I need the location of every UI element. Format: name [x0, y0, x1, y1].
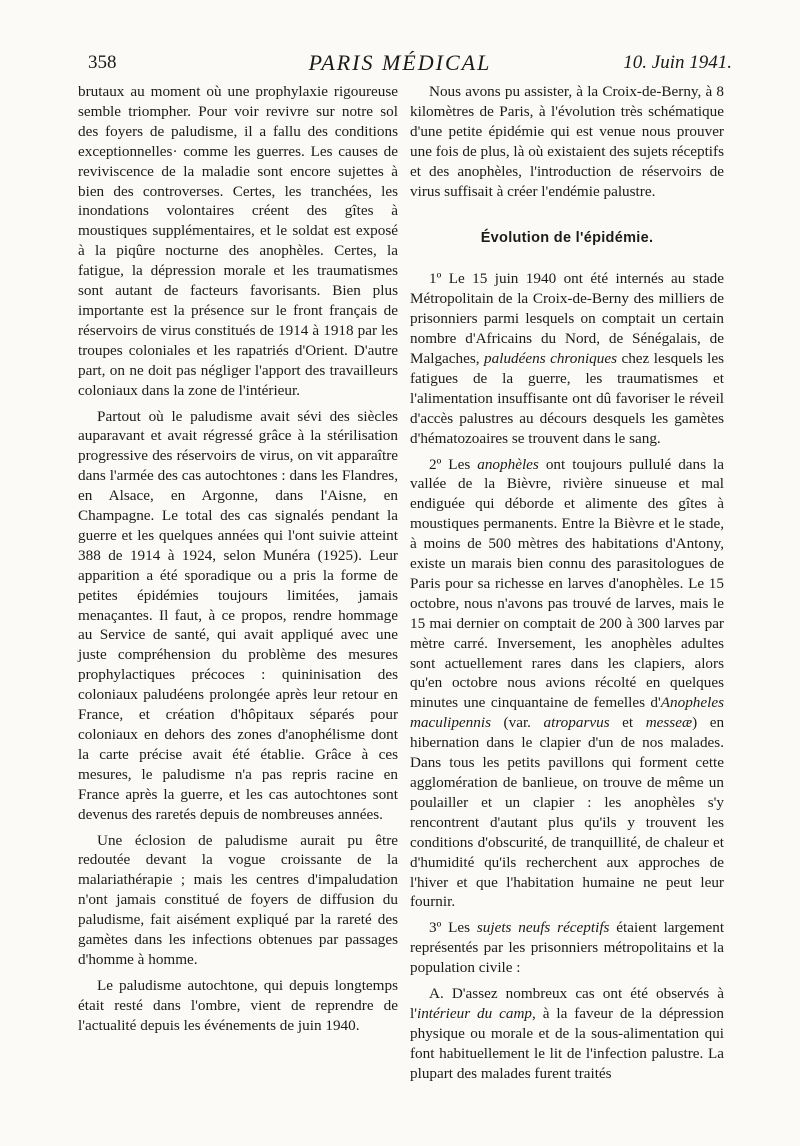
species-name: Anopheles maculipennis [410, 694, 724, 732]
paragraph: Une éclosion de paludisme aurait pu être redoutée devant la vogue croissante de la malariathérapie ; mais les centres d'impaludation n'ont jamais constitué de foyers de diffusion du paludisme, fait aisément expliqué par la rareté des gamètes dans les infections obtenues par passages d'homme à homme. [78, 831, 398, 968]
list-item [410, 269, 724, 448]
italic-term: intérieur du camp [416, 1004, 533, 1022]
running-header [0, 50, 800, 80]
italic-term: anophèles [477, 455, 539, 473]
text-run: chez lesquels les fatigues de la guerre, les traumatismes et l'alimentation insuffisante ont dû favoriser le réveil d'accès palustres au décours desquels les gamètes d'hématozoaires se trouvent dans le sang. [410, 349, 724, 447]
text-run: , à la faveur de la dépression physique ou morale et de la sous-alimentation qui font habituellement le lit de l'infection palustre. La plupart des malades furent traités [410, 1004, 724, 1082]
journal-title: PARIS MÉDICAL [308, 50, 492, 75]
text-run: A. D'assez nombreux cas ont été observés à l' [410, 985, 724, 1022]
text-run: 2º Les [429, 455, 471, 473]
italic-term: paludéens chroniques [484, 349, 618, 367]
issue-date: 10. Juin 1941. [623, 52, 732, 73]
page-number: 358 [88, 52, 117, 73]
list-item [410, 984, 724, 1084]
text-run: 3º Les [429, 919, 471, 937]
list-item [410, 455, 724, 913]
text-run: ) [692, 714, 698, 732]
variety-name: messeæ [645, 714, 693, 732]
list-item [410, 918, 724, 978]
italic-term: sujets neufs réceptifs [476, 919, 610, 937]
text-run: ont toujours pullulé dans la vallée de la Bièvre, rivière sinueuse et mal endiguée qui déborde et alimente des gîtes à moustiques permanents. Entre la Bièvre et le stade, à moins de 500 mètres des habitations d'Antony, existe un marais bien connu des parasitologues de Paris pour sa richesse en larves d'anophèles. Le 15 octobre, nous n'avons pas trouvé de larves, mais le 15 mai dernier on comptait de 200 à 300 larves par mètre carré. Inversement, les anophèles adultes sont actuellement rares dans les clapiers, alors qu'en octobre nous avions récolté en quelques minutes une cinquantaine de femelles d' [410, 455, 724, 712]
text-run: étaient largement représentés par les prisonniers métropolitains et la population civile : [410, 919, 725, 977]
variety-name: atroparvus [543, 714, 610, 732]
text-run: en hibernation dans le clapier d'un de nos malades. Dans tous les petits pavillons qui forment cette agglomération de banlieue, on trouve de même un poulailler et un clapier : les anophèles s'y rencontrent d'autant plus qu'ils y trouvent les conditions d'obscurité, de tranquillité, de chaleur et d'humidité qu'ils recherchent aux approches de l'hiver et que l'habitation humaine ne peut leur fournir. [410, 714, 725, 911]
text-run: et [622, 714, 634, 732]
text-run: (var. [503, 714, 531, 732]
paragraph: Le paludisme autochtone, qui depuis longtemps était resté dans l'ombre, vient de reprendre de l'actualité depuis les événements de juin 1940. [78, 976, 398, 1034]
paragraph: brutaux au moment où une prophylaxie rigoureuse semble triompher. Pour voir revivre sur notre sol des foyers de paludisme, il a fallu des conditions exceptionnelles· comme les guerres. Les causes de reviviscence de la maladie sont encore sujettes à bien des controverses. Certes, les tranchées, les inondations volontaires créent des gîtes à moustiques supplémentaires, et le soldat est exposé à la piqûre nocturne des anophèles. Certes, la fatigue, la dépression morale et les traumatismes sont autant de facteurs favorisants. Bien plus importante est la présence sur le front français de réservoirs de virus constitués de 1914 à 1918 par les troupes coloniales et les rapatriés d'Orient. D'autre part, on ne doit pas négliger l'apport des travailleurs coloniaux dans la zone de l'intérieur. [78, 83, 398, 399]
text-run: 1º Le 15 juin 1940 ont été internés au stade Métropolitain de la Croix-de-Berny des milliers de prisonniers parmi lesquels on comptait un certain nombre d'Africains du Nord, de Sénégalais, de Malgaches, [410, 270, 724, 367]
paragraph: Partout où le paludisme avait sévi des siècles auparavant et avait régressé grâce à la stérilisation progressive des réservoirs de virus, on vit apparaître dans l'armée des cas autochtones : dans les Flandres, en Alsace, en Argonne, dans l'Aisne, en Champagne. Le total des cas signalés pendant la guerre et les quelques années qui l'ont suivie atteint 388 de 1914 à 1924, selon Munéra (1925). Leur apparition a été sporadique ou a pris la forme de petites épidémies toujours limitées, jamais menaçantes. Il faut, à ce propos, rendre hommage au Service de santé, qui avait appliqué avec une juste compréhension du problème des mesures prophylactiques précoces : quininisation des coloniaux paludéens prolongée après leur retour en France, et création d'hôpitaux séparés pour coloniaux en dehors des zones d'anophélisme dont la carte précise avait été établie. Grâce à ces mesures, le paludisme n'a pas repris racine en France après la guerre, et les cas autochtones sont devenus des raretés depuis de nombreuses années. [78, 407, 398, 823]
paragraph: Nous avons pu assister, à la Croix-de-Berny, à 8 kilomètres de Paris, à l'évolution très schématique d'une petite épidémie qui est venue nous prouver une fois de plus, là où existaient des sujets réceptifs et des anophèles, l'introduction de réservoirs de virus suffisait à créer l'endémie palustre. [410, 83, 724, 200]
left-column [78, 82, 398, 1036]
section-heading: Évolution de l'épidémie. [480, 230, 654, 247]
right-column [410, 82, 724, 1084]
